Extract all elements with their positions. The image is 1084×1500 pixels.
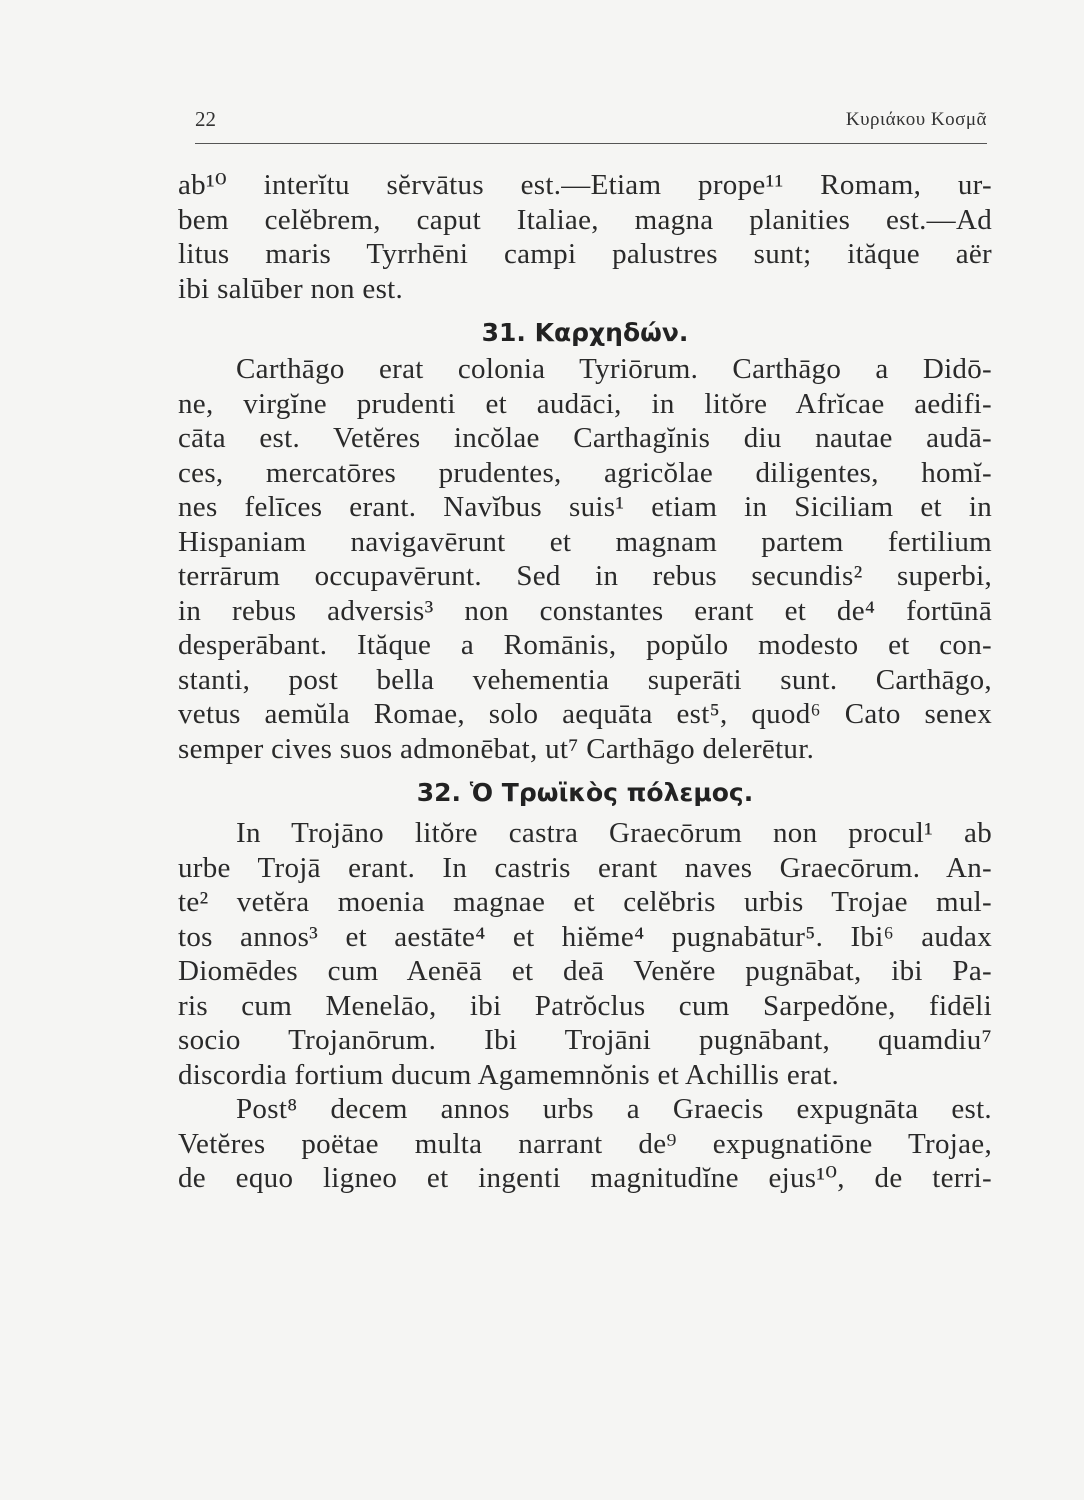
section-heading-32: 32. Ὁ Τρωϊκὸς πόλεμος. (416, 778, 754, 807)
text-line: ris cum Menelāo, ibi Patrŏclus cum Sarpedŏne, fidēli (178, 989, 992, 1022)
text-line: In Trojāno litŏre castra Graecōrum non procul¹ ab (236, 817, 992, 849)
text-line: terrārum occupavērunt. Sed in rebus secundis² superbi, (178, 560, 992, 592)
text-line: Vetĕres poëtae multa narrant de⁹ expugnatiōne Trojae, (178, 1127, 992, 1160)
text-line: in rebus adversis³ non constantes erant et de⁴ fortūnā (178, 594, 992, 627)
text-line: Diomēdes cum Aenēā et deā Venĕre pugnābat, ibi Pa- (178, 955, 992, 987)
text-line: vetus aemŭla Romae, solo aequāta est⁵, quod⁶ Cato senex (178, 698, 992, 730)
section-32-paragraph-2 (178, 1092, 992, 1196)
text-line: ces, mercatōres prudentes, agricŏlae diligentes, homĭ- (178, 456, 992, 489)
text-line: desperābant. Ităque a Romānis, popŭlo modesto et con- (178, 629, 992, 661)
text-line: de equo ligneo et ingenti magnitudĭne ejus¹⁰, de terri- (178, 1162, 992, 1194)
text-line: tos annos³ et aestāte⁴ et hiĕme⁴ pugnabātur⁵. Ibi⁶ audax (178, 920, 992, 953)
text-line: Hispaniam navigavērunt et magnam partem fertilium (178, 525, 992, 558)
text-line: nes felīces erant. Navĭbus suis¹ etiam in Siciliam et in (178, 491, 992, 523)
text-line: Post⁸ decem annos urbs a Graecis expugnāta est. (236, 1093, 992, 1125)
text-line: socio Trojanōrum. Ibi Trojāni pugnābant, quamdiu⁷ (178, 1024, 992, 1056)
section-31-paragraph (178, 352, 992, 766)
text-line: urbe Trojā erant. In castris erant naves Graecōrum. An- (178, 851, 992, 884)
text-line: ab¹⁰ interĭtu sĕrvātus est.—Etiam prope¹¹ Romam, ur- (178, 169, 992, 201)
text-line: stanti, post bella vehementia superāti sunt. Carthāgo, (178, 663, 992, 696)
text-line: bem celĕbrem, caput Italiae, magna planities est.—Ad (178, 203, 992, 236)
running-header (195, 103, 987, 144)
text-line: Carthāgo erat colonia Tyriōrum. Carthāgo a Didō- (236, 353, 992, 385)
continuation-paragraph (178, 168, 992, 306)
text-line: discordia fortium ducum Agamemnŏnis et Achillis erat. (178, 1058, 840, 1091)
text-line: ne, virgĭne prudenti et audāci, in litŏre Afrĭcae aedifi- (178, 387, 992, 420)
text-line: te² vetĕra moenia magnae et celĕbris urbis Trojae mul- (178, 886, 992, 918)
section-32-paragraph-1 (178, 816, 992, 1092)
text-line: ibi salūber non est. (178, 272, 404, 305)
text-line: litus maris Tyrrhēni campi palustres sunt; ităque aër (178, 238, 992, 270)
text-line: semper cives suos admonēbat, ut⁷ Carthāgo delerētur. (178, 732, 815, 765)
page-number: 22 (195, 107, 216, 131)
section-heading-31: 31. Καρχηδών. (481, 318, 689, 347)
running-title: Κυριάκου Κοσμᾶ (845, 109, 987, 130)
text-line: cāta est. Vetĕres incŏlae Carthagĭnis diu nautae audā- (178, 422, 992, 454)
body-text (178, 168, 992, 1196)
